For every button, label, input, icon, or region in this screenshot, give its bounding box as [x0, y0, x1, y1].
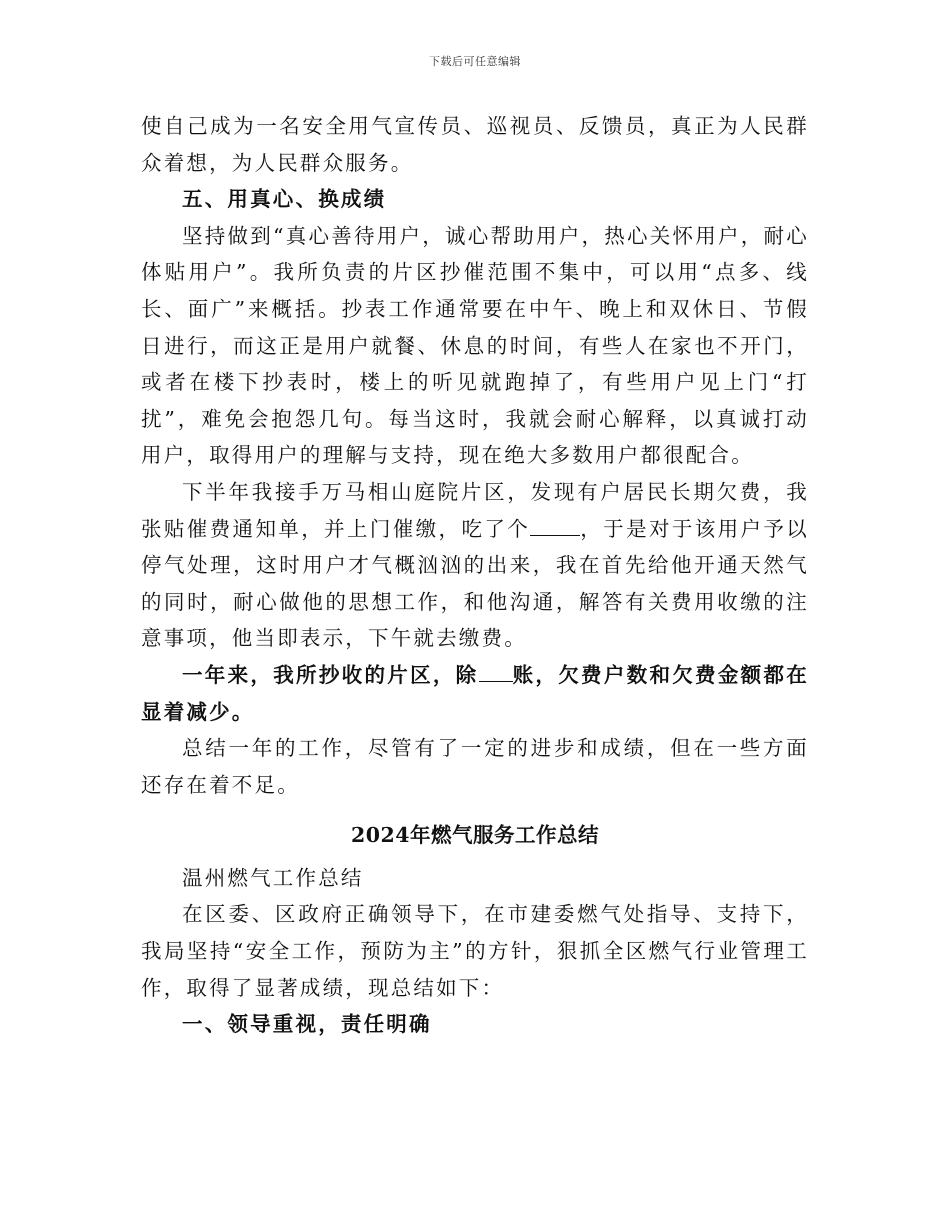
- document-body: [141, 108, 809, 1043]
- year-result-start: 一年来，我所抄收的片区，除: [182, 662, 479, 687]
- arrears-text-start: 下半年我接手万马相山庭院片区，发现有户居民长期欠费，我张贴催费通知单，并上门催缴，吃了个: [141, 479, 809, 541]
- paragraph-safety-role: 使自己成为一名安全用气宣传员、巡视员、反馈员，真正为人民群众着想，为人民群众服务。: [141, 114, 809, 175]
- section-heading-1: 一、领导重视，责任明确: [182, 1012, 432, 1037]
- blank-underline: [479, 661, 513, 682]
- arrears-text-end: ，于是对于该用户予以停气处理，这时用户才气概汹汹的出来，我在首先给他开通天然气的同时，耐心做他的思想工作，和他沟通，解答有关费用收缴的注意事项，他当即表示，下午就去缴费。: [141, 516, 809, 651]
- paragraph-year-result: [141, 657, 809, 730]
- year-result-end: 账，欠费户数和欠费金额都在显着减少。: [141, 662, 809, 724]
- paragraph-arrears-case: [141, 474, 809, 657]
- paragraph-user-service: 坚持做到“真心善待用户，诚心帮助用户，热心关怀用户，耐心体贴用户”。我所负责的片区抄催范围不集中，可以用“点多、线长、面广”来概括。抄表工作通常要在中午、晚上和双休日、节假日进行，而这正是用户就餐、休息的时间，有些人在家也不开门，或者在楼下抄表时，楼上的听见就跑掉了，有些用户见上门“打扰”，难免会抱怨几句。每当这时，我就会耐心解释，以真诚打动用户，取得用户的理解与支持，现在绝大多数用户都很配合。: [141, 223, 809, 468]
- paragraph-subtitle: 温州燃气工作总结: [182, 865, 364, 890]
- document-title: 2024年燃气服务工作总结: [350, 823, 600, 848]
- blank-underline: [530, 515, 580, 536]
- paragraph-intro: 在区委、区政府正确领导下，在市建委燃气处指导、支持下，我局坚持“安全工作，预防为主”的方针，狠抓全区燃气行业管理工作，取得了显著成绩，现总结如下：: [141, 902, 809, 1000]
- page-header: 下载后可任意编辑: [429, 55, 521, 68]
- section-heading-5: 五、用真心、换成绩: [182, 187, 387, 212]
- paragraph-summary: 总结一年的工作，尽管有了一定的进步和成绩，但在一些方面还存在着不足。: [141, 736, 809, 797]
